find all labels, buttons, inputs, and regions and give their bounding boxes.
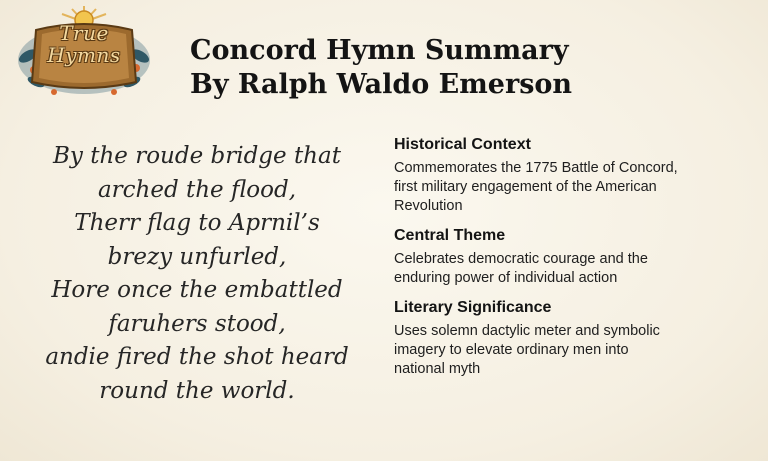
poem-line: By the roude bridge that <box>53 143 341 169</box>
section-central-theme <box>394 226 744 288</box>
poem-line: andie fired the shot heard <box>45 344 349 370</box>
section-body <box>394 159 744 216</box>
page-title <box>190 34 620 102</box>
poem-line: Therr flag to Aprnil’s <box>74 210 320 236</box>
title-line1: Concord Hymn Summary <box>190 35 569 66</box>
section-body <box>394 250 744 288</box>
logo-text-line2: Hymns <box>47 43 121 67</box>
section-heading: Literary Significance <box>394 299 552 316</box>
section-body-line: national myth <box>394 361 481 377</box>
section-body-line: enduring power of individual action <box>394 270 618 286</box>
logo-text <box>14 22 154 66</box>
summary-column <box>394 135 744 389</box>
poem-excerpt <box>22 140 372 408</box>
title-line2: By Ralph Waldo Emerson <box>190 69 573 100</box>
section-body <box>394 322 744 379</box>
poem-line: arched the flood, <box>97 176 297 203</box>
section-body-line: Uses solemn dactylic meter and symbolic <box>394 323 660 339</box>
section-body-line: Commemorates the 1775 Battle of Concord, <box>394 160 678 176</box>
section-body-line: Revolution <box>394 198 463 214</box>
logo-text-line1: True <box>59 21 109 45</box>
poem-line: brezy unfurled, <box>107 243 287 270</box>
section-body-line: imagery to elevate ordinary men into <box>394 342 629 358</box>
section-heading: Historical Context <box>394 136 531 153</box>
poem-line: Hore once the embattled <box>51 277 343 303</box>
poem-line: round the world. <box>99 377 295 404</box>
true-hymns-logo <box>14 4 154 102</box>
section-heading: Central Theme <box>394 227 506 244</box>
section-literary-significance <box>394 298 744 379</box>
poem-line: faruhers stood, <box>108 310 286 337</box>
section-historical-context <box>394 135 744 216</box>
section-body-line: Celebrates democratic courage and the <box>394 251 648 267</box>
section-body-line: first military engagement of the American <box>394 179 657 195</box>
